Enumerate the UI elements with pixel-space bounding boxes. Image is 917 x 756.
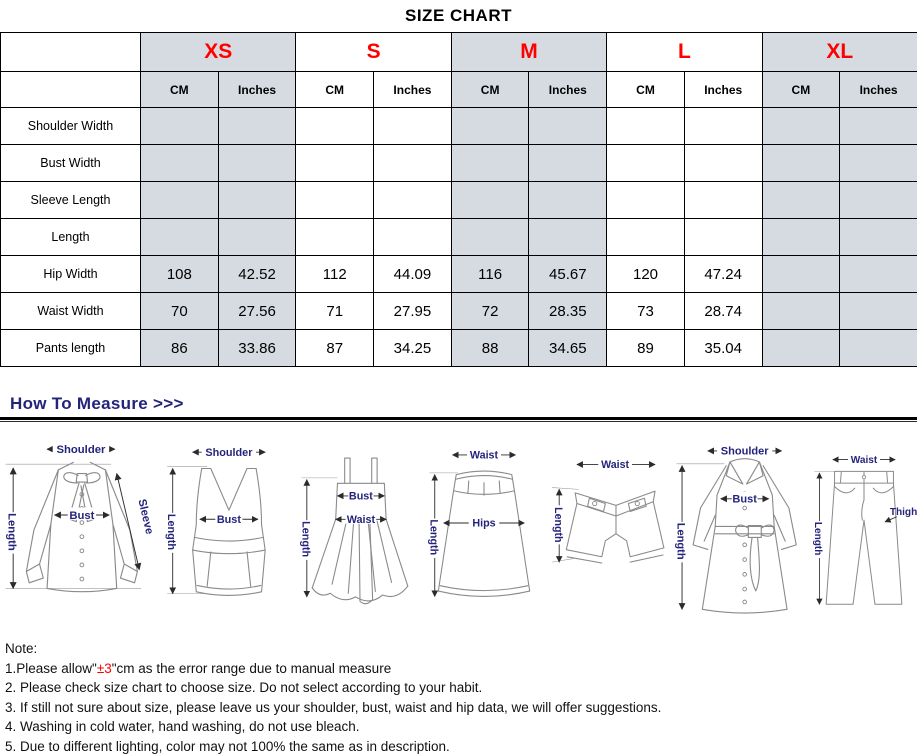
value-cell bbox=[840, 182, 917, 219]
figure-dress bbox=[296, 434, 424, 629]
size-header-M: M bbox=[451, 33, 606, 72]
size-chart-table bbox=[0, 32, 917, 367]
value-cell bbox=[840, 256, 917, 293]
value-cell bbox=[529, 145, 607, 182]
value-cell: 34.25 bbox=[374, 330, 452, 367]
row-label: Sleeve Length bbox=[1, 182, 141, 219]
coat-shoulder-label: Shoulder bbox=[721, 446, 770, 458]
tank-length-label: Length bbox=[165, 514, 177, 550]
figure-tank-top bbox=[160, 434, 296, 629]
size-header-L: L bbox=[607, 33, 762, 72]
value-cell bbox=[840, 108, 917, 145]
value-cell bbox=[296, 219, 374, 256]
row-label: Bust Width bbox=[1, 145, 141, 182]
value-cell bbox=[762, 108, 840, 145]
skirt-hips-label: Hips bbox=[473, 518, 496, 530]
figure-skirt bbox=[424, 434, 544, 629]
value-cell bbox=[684, 219, 762, 256]
value-cell: 27.95 bbox=[374, 293, 452, 330]
divider-rule bbox=[0, 417, 917, 422]
tank-bust-label: Bust bbox=[217, 514, 242, 526]
value-cell: 89 bbox=[607, 330, 685, 367]
value-cell bbox=[296, 182, 374, 219]
value-cell bbox=[529, 219, 607, 256]
dress-length-label: Length bbox=[300, 521, 312, 557]
value-cell bbox=[451, 182, 529, 219]
blouse-shoulder-label: Shoulder bbox=[56, 444, 105, 456]
blouse-bust-label: Bust bbox=[69, 510, 94, 522]
value-cell bbox=[840, 219, 917, 256]
value-cell: 87 bbox=[296, 330, 374, 367]
value-cell: 47.24 bbox=[684, 256, 762, 293]
size-header-S: S bbox=[296, 33, 451, 72]
figure-coat bbox=[671, 434, 811, 629]
value-cell bbox=[374, 145, 452, 182]
notes-heading: Note: bbox=[5, 639, 917, 659]
value-cell bbox=[141, 145, 219, 182]
value-cell bbox=[141, 219, 219, 256]
figure-blouse bbox=[0, 434, 160, 629]
size-header-XL: XL bbox=[762, 33, 917, 72]
figure-jeans bbox=[811, 434, 917, 629]
value-cell bbox=[840, 330, 917, 367]
value-cell: 112 bbox=[296, 256, 374, 293]
value-cell bbox=[529, 182, 607, 219]
page-title: SIZE CHART bbox=[0, 0, 917, 32]
value-cell bbox=[374, 182, 452, 219]
value-cell: 35.04 bbox=[684, 330, 762, 367]
unit-header: Inches bbox=[374, 72, 452, 108]
value-cell bbox=[840, 293, 917, 330]
value-cell: 42.52 bbox=[218, 256, 296, 293]
value-cell bbox=[141, 182, 219, 219]
value-cell bbox=[451, 219, 529, 256]
value-cell bbox=[451, 145, 529, 182]
coat-bust-label: Bust bbox=[732, 493, 757, 505]
value-cell: 28.74 bbox=[684, 293, 762, 330]
note1-prefix: 1.Please allow" bbox=[5, 661, 97, 676]
unit-header: CM bbox=[296, 72, 374, 108]
value-cell bbox=[218, 145, 296, 182]
unit-header: CM bbox=[451, 72, 529, 108]
unit-header: Inches bbox=[840, 72, 917, 108]
measure-figures-row bbox=[0, 434, 917, 629]
row-label: Shoulder Width bbox=[1, 108, 141, 145]
corner-cell bbox=[1, 33, 141, 72]
value-cell bbox=[218, 219, 296, 256]
value-cell bbox=[218, 182, 296, 219]
note-item: 2. Please check size chart to choose size. Do not select according to your habit. bbox=[5, 678, 917, 698]
value-cell bbox=[607, 145, 685, 182]
dress-waist-label: Waist bbox=[347, 514, 376, 526]
row-label: Hip Width bbox=[1, 256, 141, 293]
value-cell: 28.35 bbox=[529, 293, 607, 330]
value-cell: 27.56 bbox=[218, 293, 296, 330]
unit-header: CM bbox=[141, 72, 219, 108]
value-cell: 108 bbox=[141, 256, 219, 293]
row-label: Pants length bbox=[1, 330, 141, 367]
value-cell bbox=[141, 108, 219, 145]
value-cell bbox=[218, 108, 296, 145]
jeans-thigh-label: Thigh bbox=[890, 507, 917, 518]
shorts-waist-label: Waist bbox=[601, 459, 629, 471]
value-cell bbox=[840, 145, 917, 182]
row-label: Length bbox=[1, 219, 141, 256]
note1-highlight: ±3 bbox=[97, 661, 112, 676]
value-cell bbox=[374, 108, 452, 145]
blouse-sleeve-label: Sleeve bbox=[135, 498, 155, 536]
note-item: 3. If still not sure about size, please leave us your shoulder, bust, waist and hip data, we will offer suggestions. bbox=[5, 698, 917, 718]
jeans-length-label: Length bbox=[812, 522, 823, 556]
jeans-waist-label: Waist bbox=[851, 455, 878, 466]
value-cell: 72 bbox=[451, 293, 529, 330]
note-item: 4. Washing in cold water, hand washing, do not use bleach. bbox=[5, 717, 917, 737]
tank-shoulder-label: Shoulder bbox=[205, 447, 253, 459]
note-item: 5. Due to different lighting, color may not 100% the same as in description. bbox=[5, 737, 917, 756]
unit-header: Inches bbox=[529, 72, 607, 108]
value-cell bbox=[684, 182, 762, 219]
unit-header: Inches bbox=[218, 72, 296, 108]
value-cell bbox=[762, 182, 840, 219]
shorts-length-label: Length bbox=[551, 507, 563, 542]
value-cell bbox=[296, 108, 374, 145]
notes-section bbox=[5, 639, 917, 756]
value-cell bbox=[684, 145, 762, 182]
coat-length-label: Length bbox=[674, 523, 686, 560]
value-cell: 116 bbox=[451, 256, 529, 293]
value-cell: 88 bbox=[451, 330, 529, 367]
skirt-length-label: Length bbox=[428, 519, 440, 555]
dress-bust-label: Bust bbox=[349, 491, 373, 503]
value-cell bbox=[374, 219, 452, 256]
value-cell bbox=[762, 293, 840, 330]
size-header-XS: XS bbox=[141, 33, 296, 72]
value-cell: 44.09 bbox=[374, 256, 452, 293]
value-cell bbox=[762, 330, 840, 367]
value-cell: 71 bbox=[296, 293, 374, 330]
value-cell: 86 bbox=[141, 330, 219, 367]
value-cell: 73 bbox=[607, 293, 685, 330]
unit-header: Inches bbox=[684, 72, 762, 108]
blouse-length-label: Length bbox=[5, 513, 17, 551]
value-cell bbox=[607, 108, 685, 145]
figure-shorts bbox=[545, 434, 671, 629]
value-cell bbox=[684, 108, 762, 145]
value-cell: 45.67 bbox=[529, 256, 607, 293]
value-cell bbox=[451, 108, 529, 145]
skirt-waist-label: Waist bbox=[470, 450, 499, 462]
unit-header: CM bbox=[762, 72, 840, 108]
value-cell bbox=[762, 145, 840, 182]
unit-header: CM bbox=[607, 72, 685, 108]
value-cell: 34.65 bbox=[529, 330, 607, 367]
value-cell bbox=[296, 145, 374, 182]
value-cell bbox=[529, 108, 607, 145]
value-cell bbox=[762, 256, 840, 293]
note-item-1 bbox=[5, 659, 917, 679]
how-to-measure-heading: How To Measure >>> bbox=[10, 394, 917, 414]
value-cell bbox=[607, 182, 685, 219]
value-cell bbox=[762, 219, 840, 256]
note1-suffix: "cm as the error range due to manual measure bbox=[112, 661, 391, 676]
value-cell: 70 bbox=[141, 293, 219, 330]
value-cell bbox=[607, 219, 685, 256]
notes-rest bbox=[5, 678, 917, 756]
value-cell: 33.86 bbox=[218, 330, 296, 367]
value-cell: 120 bbox=[607, 256, 685, 293]
row-label: Waist Width bbox=[1, 293, 141, 330]
corner-cell bbox=[1, 72, 141, 108]
